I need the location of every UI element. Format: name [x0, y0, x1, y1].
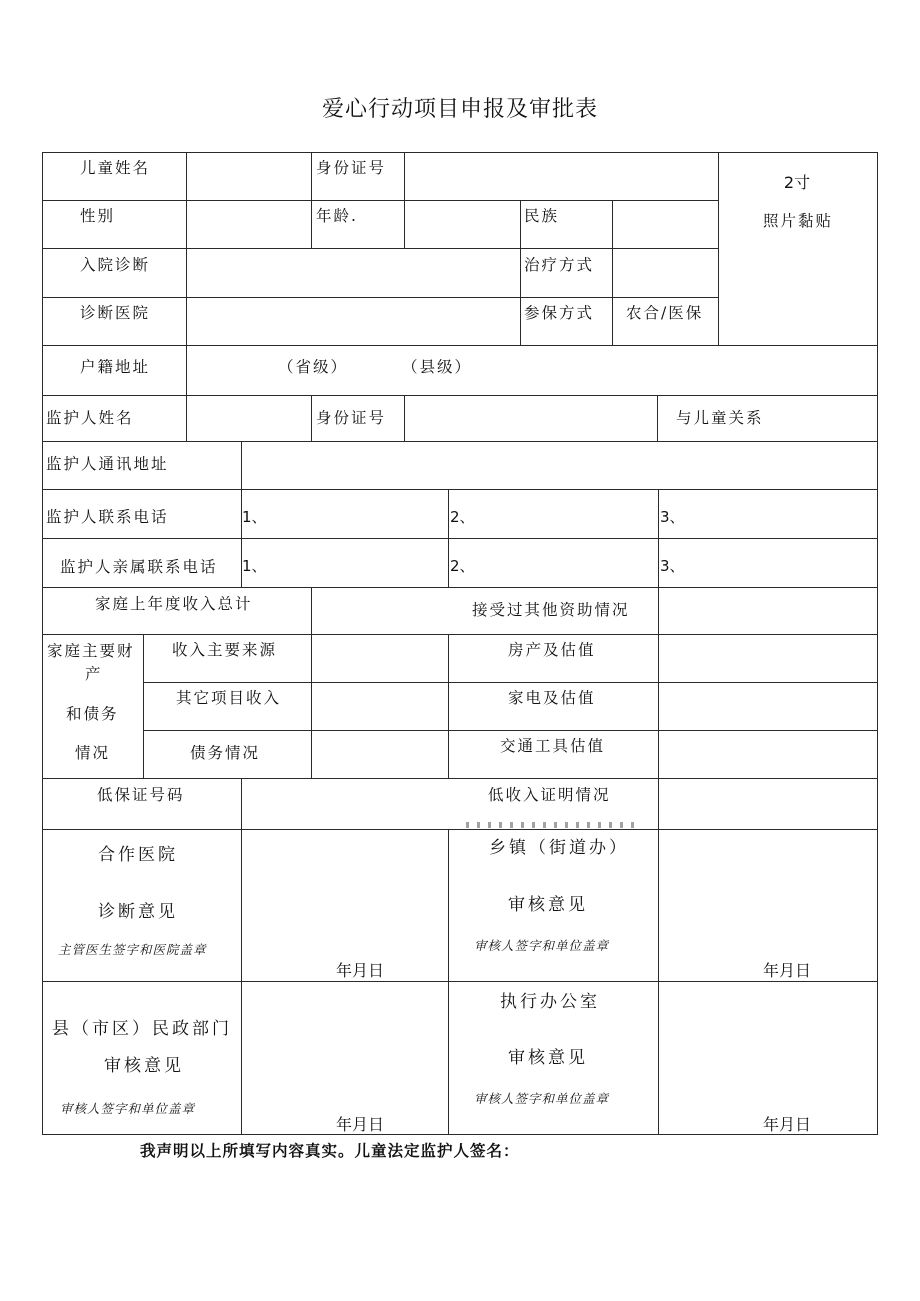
rule: [311, 587, 312, 778]
rule: [520, 200, 521, 345]
scan-artifact: [466, 822, 636, 828]
child-id-label: 身份证号: [316, 159, 387, 177]
rule: [186, 152, 187, 345]
province-label: （省级）: [278, 358, 349, 376]
income-source-label: 收入主要来源: [172, 641, 278, 659]
hospital-sign-note: 主管医生签字和医院盖章: [58, 942, 207, 957]
rule: [143, 634, 144, 778]
guardian-address-label: 监护人通讯地址: [46, 455, 169, 473]
phone-slot-1: 1、: [242, 508, 267, 526]
rule: [404, 152, 405, 248]
diagnosis-hospital-label: 诊断医院: [80, 304, 151, 322]
assets-label-line1: 家庭主要财: [47, 642, 135, 660]
rule: [42, 441, 878, 442]
hospital-date-label: 年月日: [336, 961, 385, 980]
civil-affairs-opinion-label: 审核意见: [104, 1056, 184, 1076]
low-income-number-label: 低保证号码: [97, 786, 185, 804]
other-aid-label: 接受过其他资助情况: [472, 601, 630, 619]
civil-affairs-sign-note: 审核人签字和单位盖章: [60, 1101, 196, 1116]
rule: [448, 489, 449, 587]
relative-phone-slot-3: 3、: [660, 557, 685, 575]
office-date-label: 年月日: [763, 1115, 812, 1134]
guardian-id-label: 身份证号: [316, 409, 387, 427]
age-label: 年龄.: [316, 207, 358, 225]
household-label: 户籍地址: [80, 358, 151, 376]
rule: [241, 778, 242, 829]
rule: [42, 297, 718, 298]
office-opinion-label: 审核意见: [508, 1048, 588, 1068]
phone-slot-2: 2、: [450, 508, 475, 526]
town-sign-note: 审核人签字和单位盖章: [474, 938, 610, 953]
assets-label-line2: 产: [85, 665, 103, 683]
rule: [658, 829, 659, 1134]
rule: [311, 152, 312, 248]
rule: [658, 587, 659, 778]
insurance-label: 参保方式: [524, 304, 595, 322]
town-opinion-label: 审核意见: [508, 895, 588, 915]
rule: [42, 981, 878, 982]
rule: [658, 778, 659, 829]
rule: [42, 1134, 878, 1135]
rule: [42, 152, 43, 1134]
town-title: 乡镇（街道办）: [489, 838, 629, 858]
civil-affairs-title: 县（市区）民政部门: [52, 1019, 232, 1039]
gender-label: 性别: [80, 207, 116, 225]
admission-diagnosis-label: 入院诊断: [80, 256, 151, 274]
relative-phone-slot-1: 1、: [242, 557, 267, 575]
rule: [241, 829, 242, 1134]
rule: [42, 152, 878, 153]
rule: [718, 152, 719, 345]
income-total-label: 家庭上年度收入总计: [95, 595, 253, 613]
rule: [311, 395, 312, 441]
low-income-proof-label: 低收入证明情况: [488, 786, 611, 804]
appliance-label: 家电及估值: [508, 689, 596, 707]
rule: [612, 200, 613, 345]
civil-affairs-date-label: 年月日: [336, 1115, 385, 1134]
guardian-phone-label: 监护人联系电话: [46, 508, 169, 526]
form-title: 爱心行动项目申报及审批表: [321, 97, 598, 122]
county-label: （县级）: [402, 358, 473, 376]
rule: [42, 634, 878, 635]
rule: [42, 538, 878, 539]
debt-label: 债务情况: [190, 744, 261, 762]
assets-label-line4: 情况: [75, 744, 111, 762]
office-title: 执行办公室: [500, 992, 600, 1012]
guardian-name-label: 监护人姓名: [46, 409, 134, 427]
hospital-opinion-label: 诊断意见: [98, 902, 178, 922]
child-name-label: 儿童姓名: [80, 159, 151, 177]
rule: [42, 829, 878, 830]
ethnicity-label: 民族: [524, 207, 560, 225]
office-sign-note: 审核人签字和单位盖章: [474, 1091, 610, 1106]
insurance-value: 农合/医保: [626, 304, 704, 322]
relation-label: 与儿童关系: [676, 409, 764, 427]
rule: [186, 345, 187, 395]
rule: [448, 829, 449, 1134]
town-date-label: 年月日: [763, 961, 812, 980]
assets-label-line3: 和债务: [66, 705, 119, 723]
other-income-label: 其它项目收入: [176, 689, 282, 707]
phone-slot-3: 3、: [660, 508, 685, 526]
rule: [657, 395, 658, 441]
treatment-label: 治疗方式: [524, 256, 595, 274]
rule: [143, 682, 878, 683]
rule: [404, 395, 405, 441]
declaration-text: 我声明以上所填写内容真实。儿童法定监护人签名：: [140, 1141, 520, 1160]
rule: [186, 395, 187, 441]
rule: [42, 248, 718, 249]
photo-size-label: 2寸: [783, 173, 811, 192]
vehicle-label: 交通工具估值: [500, 737, 606, 755]
rule: [448, 634, 449, 778]
rule: [143, 730, 878, 731]
rule: [877, 152, 878, 1134]
rule: [658, 489, 659, 587]
rule: [42, 778, 878, 779]
relative-phone-label: 监护人亲属联系电话: [60, 558, 218, 576]
property-label: 房产及估值: [508, 641, 596, 659]
rule: [42, 395, 878, 396]
photo-area-label: 照片黏贴: [762, 212, 834, 230]
rule: [42, 345, 878, 346]
relative-phone-slot-2: 2、: [450, 557, 475, 575]
rule: [42, 200, 718, 201]
rule: [42, 489, 878, 490]
hospital-title: 合作医院: [98, 845, 178, 865]
rule: [42, 587, 878, 588]
